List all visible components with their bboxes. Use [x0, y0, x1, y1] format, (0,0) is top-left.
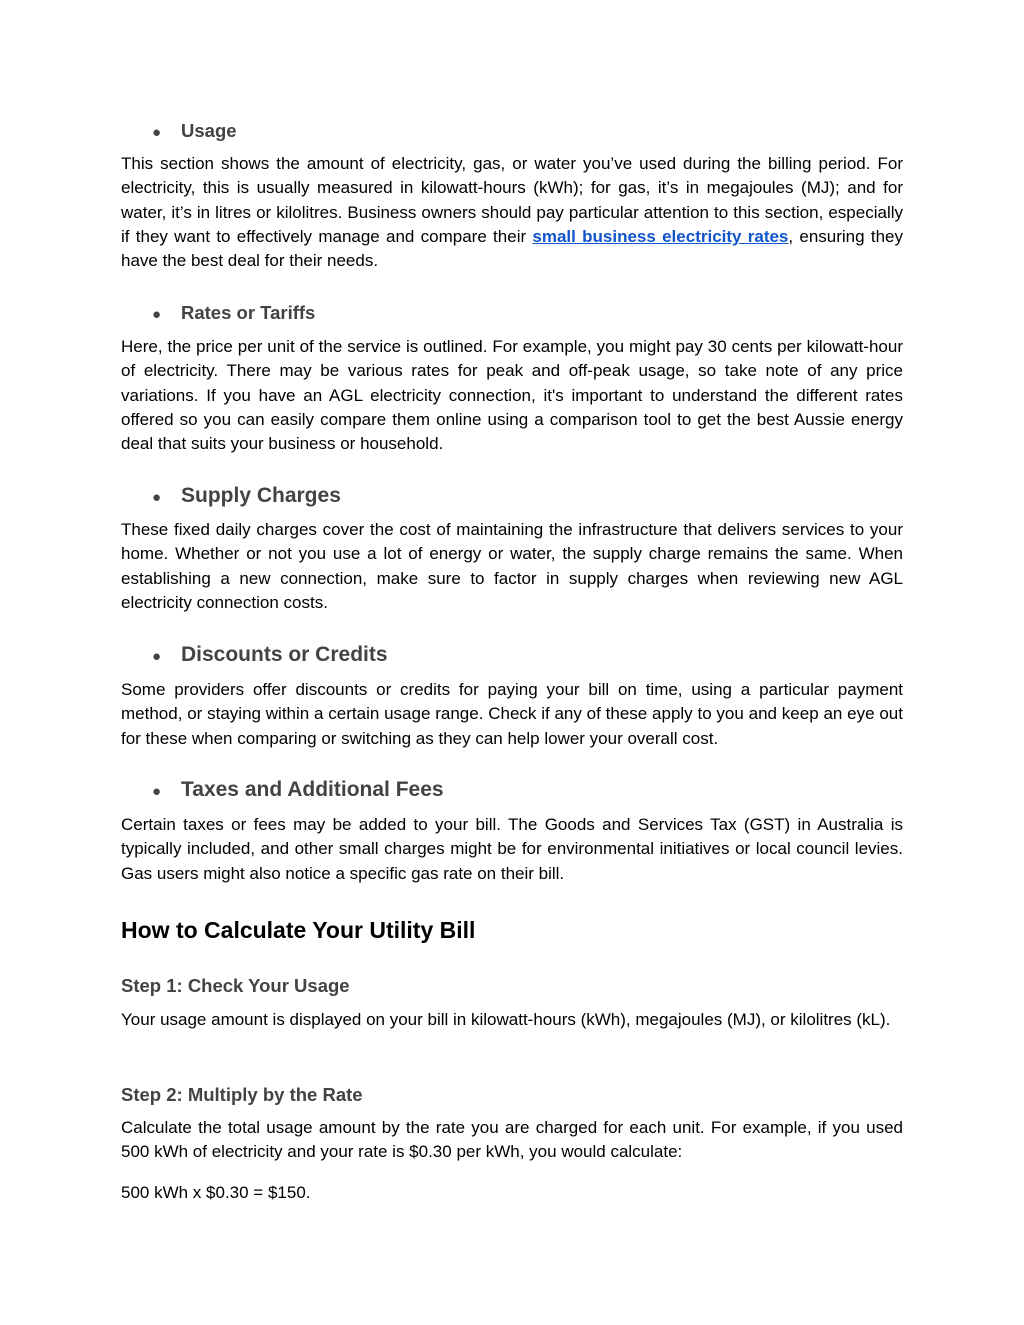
paragraph-step-2: Calculate the total usage amount by the rate you are charged for each unit. For example, if you used 500 kWh of electricity and your rate is $0.30 per kWh, you would calculate: [121, 1118, 903, 1162]
bullet-dot: ● [152, 306, 162, 323]
heading-rates-or-tariffs: Rates or Tariffs [181, 302, 316, 323]
paragraph-usage-text: This section shows the amount of electricity, gas, or water you’ve used during the billing period. For electricity, this is usually measured in kilowatt-hours (kWh); for gas, it’s in megajoules (MJ); and for water, it’s in litres or kilolitres. Business owners should pay particular attention to this section, especially if they want to effectively manage and compare their [121, 154, 903, 246]
bullet-heading-rates [121, 302, 315, 324]
bullet-heading-usage [121, 120, 237, 142]
heading-supply-charges: Supply Charges [181, 484, 341, 507]
heading-step-1: Step 1: Check Your Usage [121, 975, 350, 996]
paragraph-step-1: Your usage amount is displayed on your bill in kilowatt-hours (kWh), megajoules (MJ), or kilolitres (kL). [121, 1010, 891, 1029]
heading-usage: Usage [181, 120, 237, 141]
bullet-heading-supply [121, 484, 341, 508]
bullet-heading-taxes [121, 778, 444, 802]
bullet-dot: ● [152, 783, 162, 800]
paragraph-discounts: Some providers offer discounts or credits for paying your bill on time, using a particular payment method, or staying within a certain usage range. Check if any of these apply to you and keep an eye out for these when comparing or switching as they can help lower your overall cost. [121, 680, 903, 748]
bullet-heading-discounts [121, 643, 388, 667]
paragraph-usage-text-end: , ensuring they have the best deal for their needs. [121, 226, 903, 271]
paragraph-usage [121, 152, 903, 273]
heading-taxes-and-fees: Taxes and Additional Fees [181, 778, 444, 801]
bullet-dot: ● [152, 124, 162, 141]
bullet-dot: ● [152, 489, 162, 506]
heading-discounts-or-credits: Discounts or Credits [181, 643, 388, 666]
calculation-example: 500 kWh x $0.30 = $150. [121, 1183, 311, 1202]
bullet-dot: ● [152, 648, 162, 665]
paragraph-taxes: Certain taxes or fees may be added to your bill. The Goods and Services Tax (GST) in Australia is typically included, and other small charges might be for environmental initiatives or local council levies. Gas users might also notice a specific gas rate on their bill. [121, 815, 903, 883]
paragraph-supply: These fixed daily charges cover the cost of maintaining the infrastructure that delivers services to your home. Whether or not you use a lot of energy or water, the supply charge remains the same. When establishing a new connection, make sure to factor in supply charges when reviewing new AGL electricity connection costs. [121, 520, 903, 612]
heading-step-2: Step 2: Multiply by the Rate [121, 1084, 363, 1105]
link-small-business-electricity-rates[interactable]: small business electricity rates [532, 226, 789, 246]
paragraph-rates: Here, the price per unit of the service is outlined. For example, you might pay 30 cents per kilowatt-hour of electricity. There may be various rates for peak and off-peak usage, so take note of any price variations. If you have an AGL electricity connection, it's important to understand the different rates offered so you can easily compare them online using a comparison tool to get the best Aussie energy deal that suits your business or household. [121, 337, 903, 454]
heading-how-to-calculate: How to Calculate Your Utility Bill [121, 917, 476, 943]
